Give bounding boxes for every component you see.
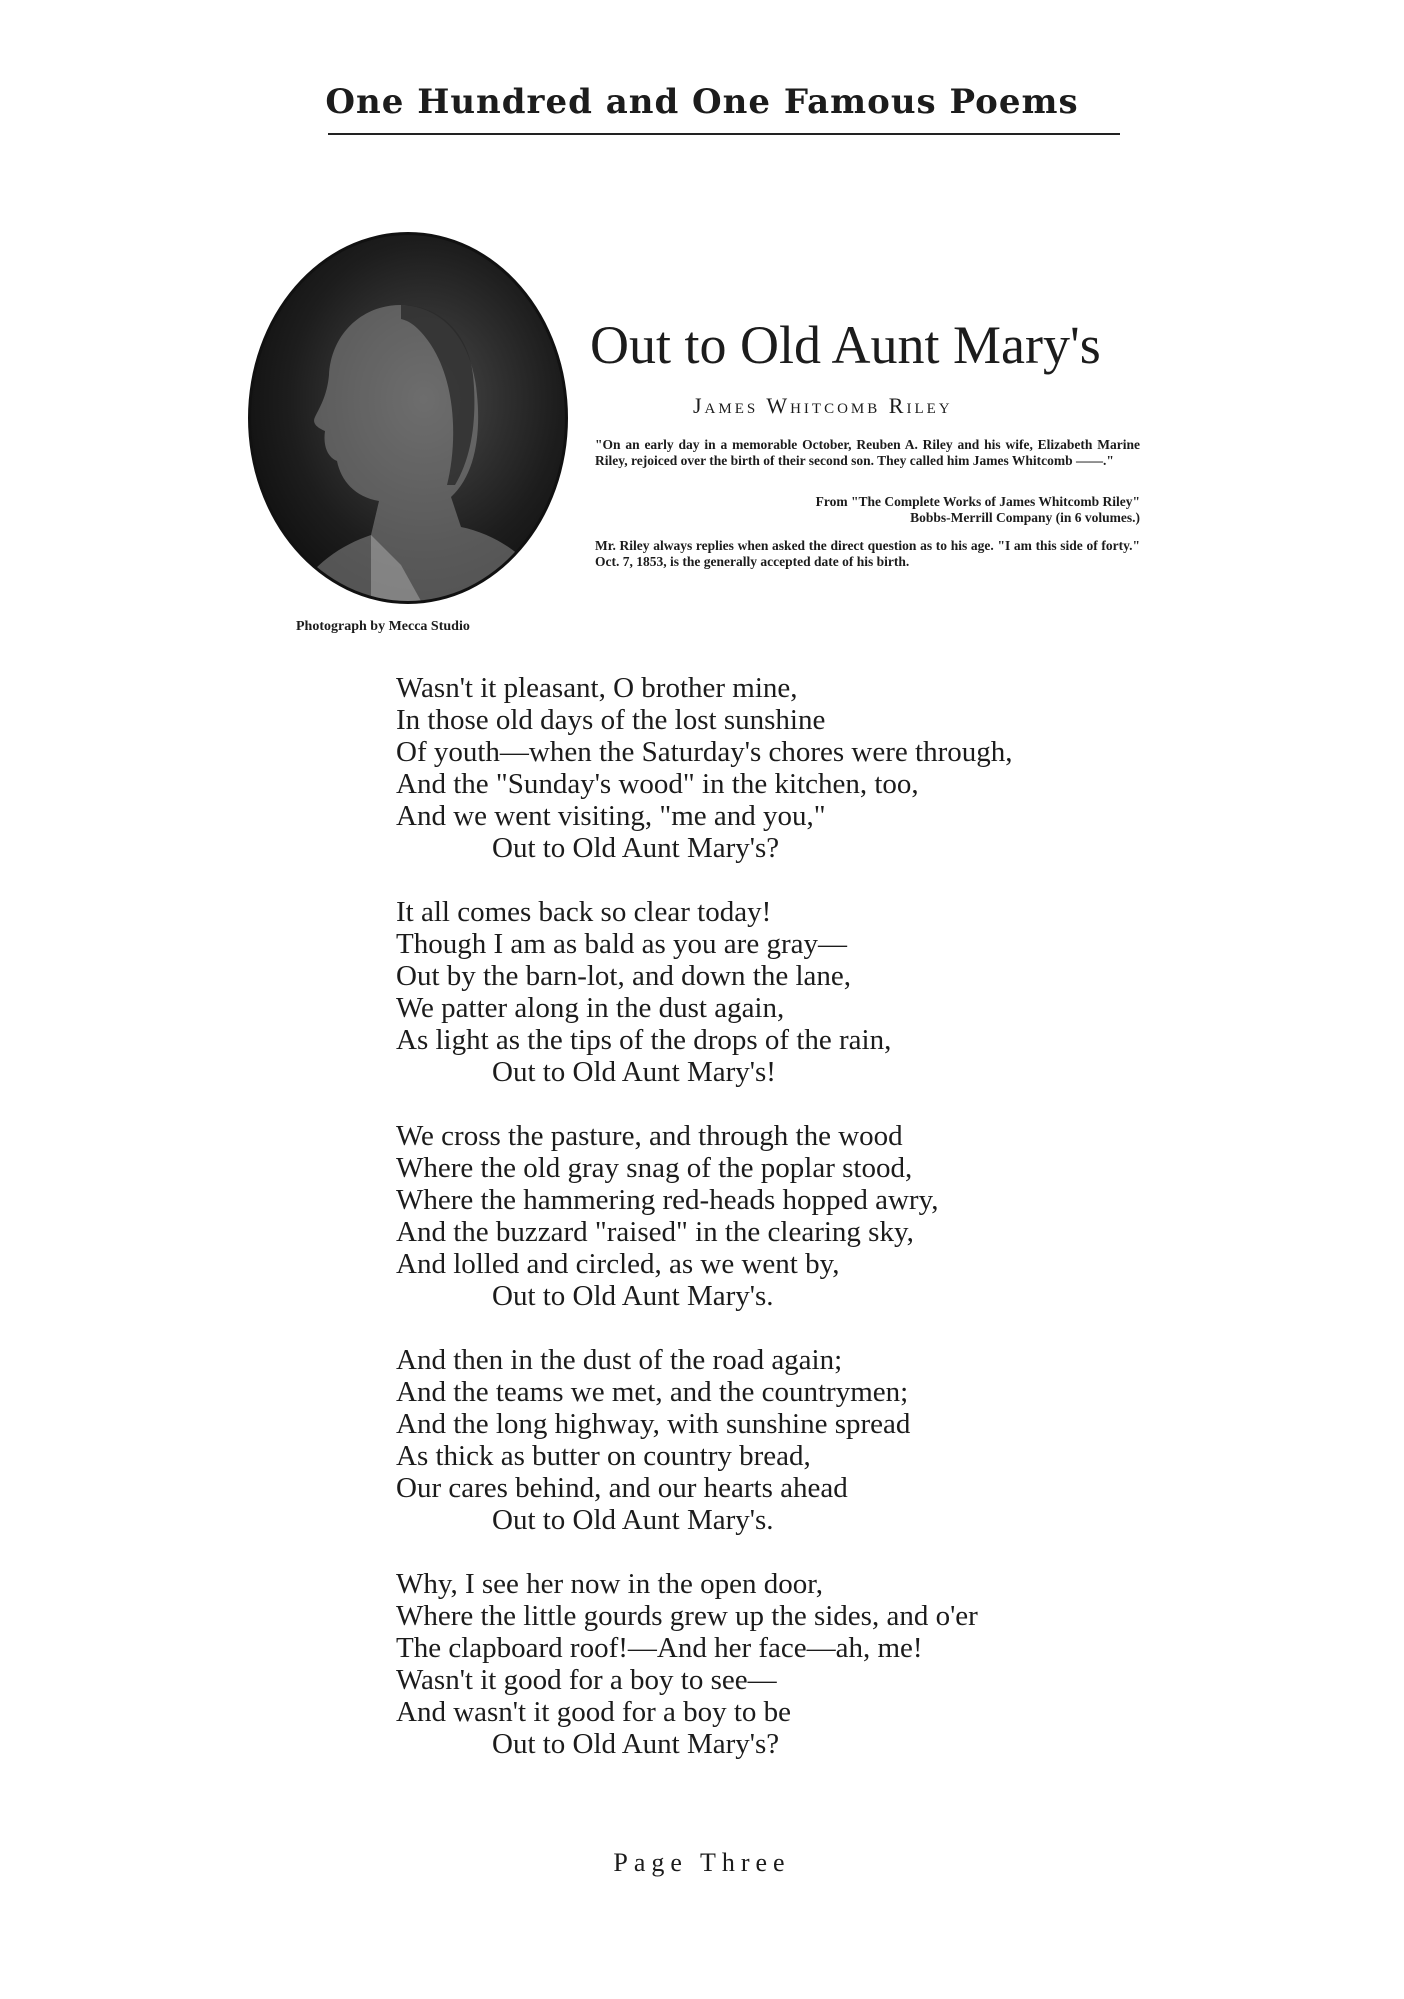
header-rule	[328, 133, 1118, 135]
poem-line: And we went visiting, "me and you,"	[396, 800, 826, 832]
poem-line: And the teams we met, and the countrymen;	[396, 1376, 909, 1408]
poem-line: And the buzzard "raised" in the clearing sky,	[396, 1216, 914, 1248]
stanza	[396, 896, 1013, 1088]
poem-line: Why, I see her now in the open door,	[396, 1568, 823, 1600]
poem-refrain: Out to Old Aunt Mary's?	[492, 1728, 780, 1760]
poem-line: Where the little gourds grew up the sides, and o'er	[396, 1600, 978, 1632]
poem-line: Wasn't it good for a boy to see—	[396, 1664, 777, 1696]
poem-line: Where the old gray snag of the poplar stood,	[396, 1152, 913, 1184]
poem-line: Wasn't it pleasant, O brother mine,	[396, 672, 798, 704]
stanza	[396, 1344, 1013, 1536]
age-note: Mr. Riley always replies when asked the direct question as to his age. "I am this side of forty." Oct. 7, 1853, is the generally accepted date of his birth.	[595, 538, 1140, 569]
stanza	[396, 1568, 1013, 1760]
poem-line: Out by the barn-lot, and down the lane,	[396, 960, 852, 992]
poem-refrain: Out to Old Aunt Mary's?	[492, 832, 780, 864]
stanza	[396, 1120, 1013, 1312]
poem-refrain: Out to Old Aunt Mary's.	[492, 1280, 774, 1312]
header-rule-end	[1100, 133, 1120, 135]
page-header-title: One Hundred and One Famous Poems	[325, 82, 1079, 122]
poem-line: And the "Sunday's wood" in the kitchen, too,	[396, 768, 919, 800]
stanza	[396, 672, 1013, 864]
poem-body	[396, 672, 1013, 1792]
poem-line: Where the hammering red-heads hopped awry,	[396, 1184, 939, 1216]
author-portrait	[248, 232, 568, 604]
poem-line: And lolled and circled, as we went by,	[396, 1248, 840, 1280]
poem-line: As light as the tips of the drops of the rain,	[396, 1024, 892, 1056]
poem-title: Out to Old Aunt Mary's	[590, 315, 1101, 375]
poem-line: In those old days of the lost sunshine	[396, 704, 826, 736]
poem-line: And then in the dust of the road again;	[396, 1344, 843, 1376]
poem-line: And the long highway, with sunshine spread	[396, 1408, 911, 1440]
poem-line: We cross the pasture, and through the wood	[396, 1120, 903, 1152]
portrait-caption: Photograph by Mecca Studio	[296, 619, 470, 634]
poem-line: Our cares behind, and our hearts ahead	[396, 1472, 848, 1504]
poem-author: James Whitcomb Riley	[693, 393, 953, 418]
poem-refrain: Out to Old Aunt Mary's.	[492, 1504, 774, 1536]
page-number: Page Three	[613, 1848, 791, 1877]
poem-refrain: Out to Old Aunt Mary's!	[492, 1056, 776, 1088]
poem-line: Though I am as bald as you are gray—	[396, 928, 847, 960]
poem-line: It all comes back so clear today!	[396, 896, 772, 928]
poem-line: The clapboard roof!—And her face—ah, me!	[396, 1632, 923, 1664]
poem-line: And wasn't it good for a boy to be	[396, 1696, 792, 1728]
poem-line: As thick as butter on country bread,	[396, 1440, 811, 1472]
portrait-silhouette	[251, 235, 565, 601]
poem-line: Of youth—when the Saturday's chores were through,	[396, 736, 1013, 768]
source-line-2: Bobbs-Merrill Company (in 6 volumes.)	[910, 510, 1140, 525]
birth-note: "On an early day in a memorable October, Reuben A. Riley and his wife, Elizabeth Marine Riley, rejoiced over the birth of their second son. They called him James Whitcomb ——."	[595, 437, 1140, 468]
source-line-1: From "The Complete Works of James Whitcomb Riley"	[815, 494, 1140, 509]
poem-line: We patter along in the dust again,	[396, 992, 785, 1024]
